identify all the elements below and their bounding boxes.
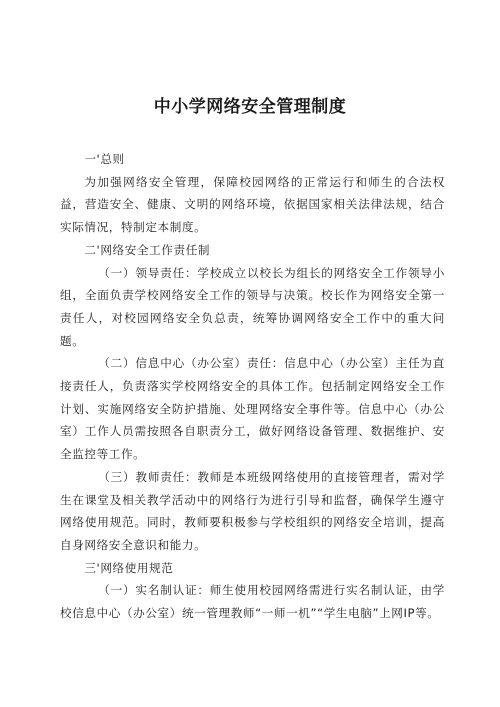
section-heading: 二'网络安全工作责任制 <box>84 242 211 257</box>
paragraph: （三）教师责任：教师是本班级网络使用的直接管理者，需对学生在课堂及相关教学活动中的网络行为进行引导和监督，确保学生遵守网络使用规范。同时，教师要积极参与学校组织的网络安全培训，提高自身网络安全意识和能力。 <box>60 469 445 552</box>
document-title: 中小学网络安全管理制度 <box>153 97 347 117</box>
paragraph: 为加强网络安全管理，保障校园网络的正常运行和师生的合法权益，营造安全、健康、文明的网络环境，依据国家相关法律法规，结合实际情况，特制定本制度。 <box>60 174 445 235</box>
document-body <box>60 148 445 625</box>
paragraph: （二）信息中心（办公室）责任：信息中心（办公室）主任为直接责任人，负责落实学校网络安全的具体工作。包括制定网络安全工作计划、实施网络安全防护措施、处理网络安全事件等。信息中心（办公室）工作人员需按照各自职责分工，做好网络设备管理、数据维护、安全监控等工作。 <box>60 356 445 462</box>
paragraph: （一）实名制认证：师生使用校园网络需进行实名制认证，由学校信息中心（办公室）统一管理教师“一师一机”“学生电脑”上网IP等。 <box>60 583 445 621</box>
section-heading: 一'总则 <box>84 152 125 166</box>
paragraph: （一）领导责任：学校成立以校长为组长的网络安全工作领导小组，全面负责学校网络安全工作的领导与决策。校长作为网络安全第一责任人，对校园网络安全负总责，统筹协调网络安全工作中的重大问题。 <box>60 265 445 348</box>
section-heading: 三'网络使用规范 <box>84 560 174 575</box>
